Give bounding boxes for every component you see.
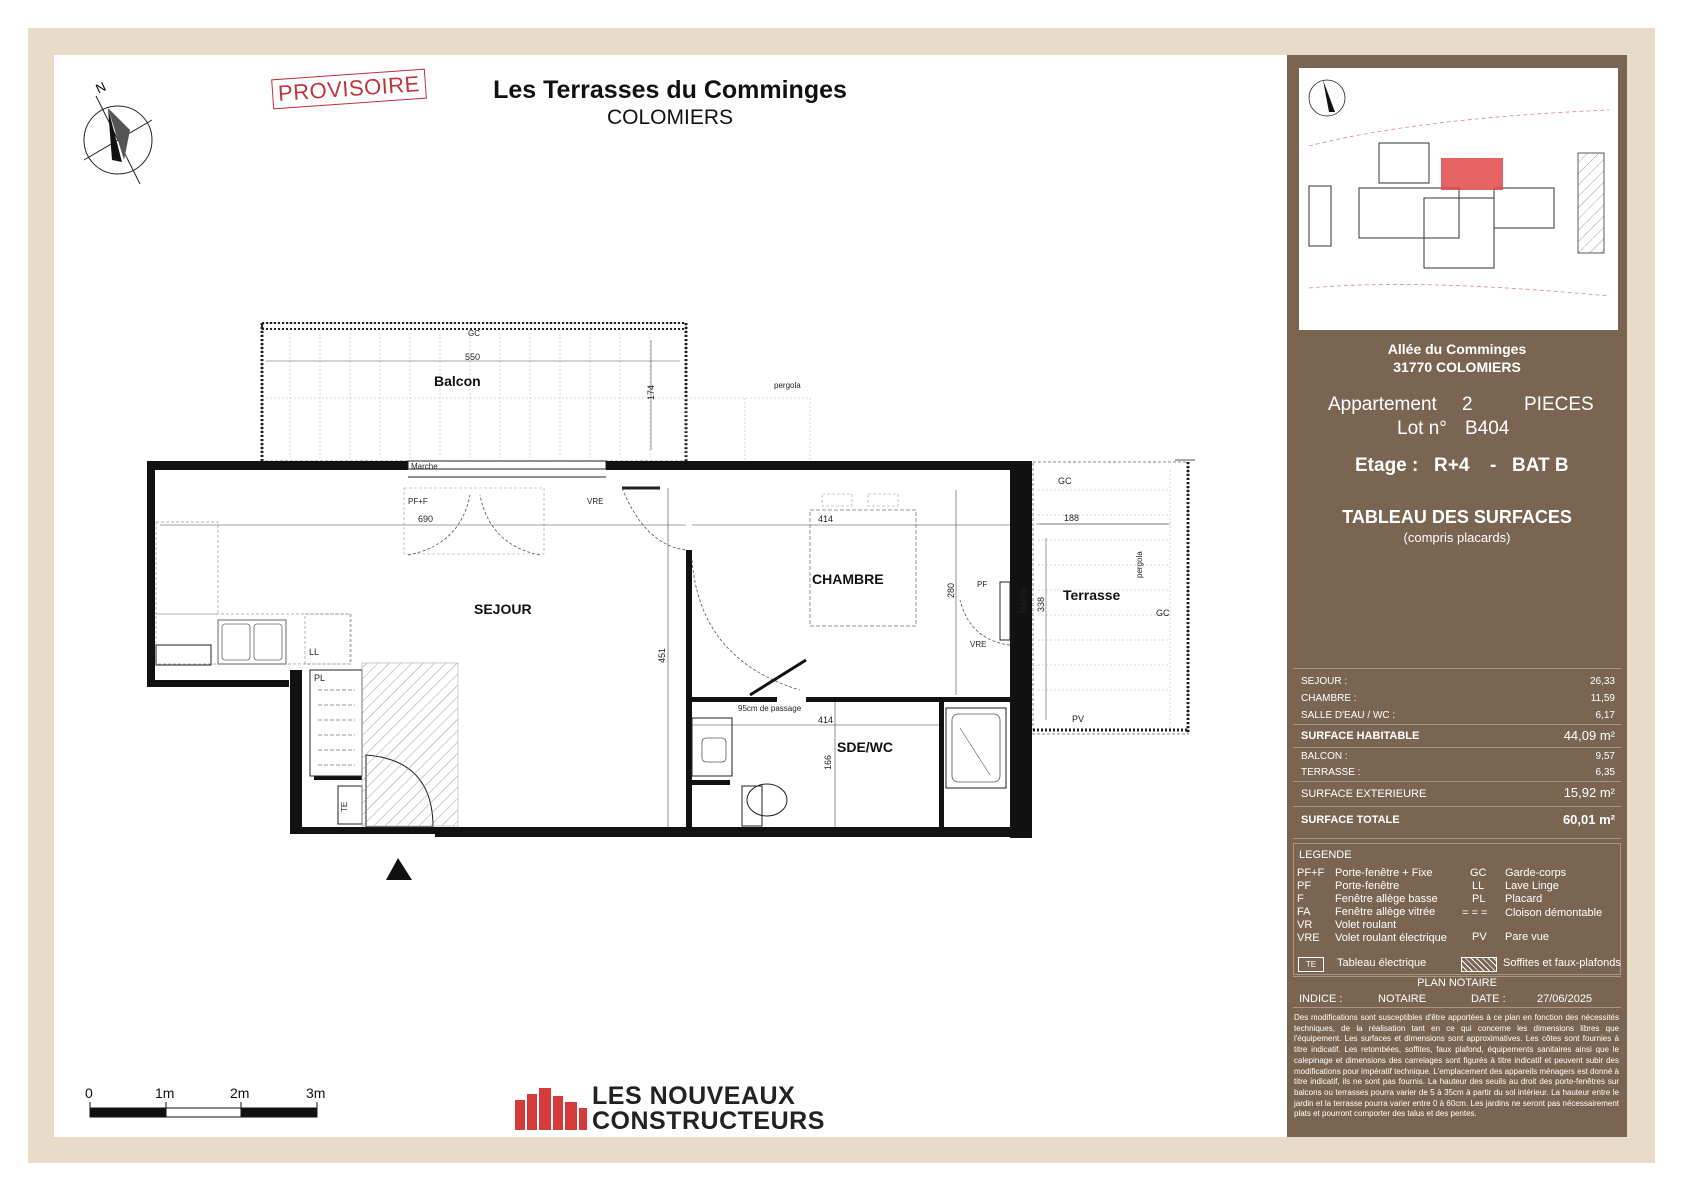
address-street: Allée du Comminges [1387,341,1527,357]
legend-text: Porte-fenêtre [1335,880,1400,892]
provisional-stamp: PROVISOIRE [271,69,427,110]
label-passage: 95cm de passage [738,704,802,713]
label-pf-f: PF+F [408,497,428,506]
exterior-label: TERRASSE : [1301,767,1361,778]
legend-text: Fenêtre allège vitrée [1335,906,1436,918]
room-balcon: Balcon [434,373,481,389]
brand-line-1: LES NOUVEAUX [592,1082,796,1110]
label-vre-2: VRE [970,640,987,649]
scale-label-2m: 2m [230,1085,250,1101]
dim-338: 338 [1036,596,1046,612]
dim-414-a: 414 [818,514,834,524]
project-title: Les Terrasses du Comminges [493,76,847,104]
brand-name [592,1084,825,1134]
dim-166: 166 [823,754,833,770]
legend-text: Lave Linge [1505,880,1559,892]
apt-rooms: 2 [1462,394,1473,415]
divider [1293,806,1621,807]
room-chambre: CHAMBRE [812,571,884,587]
table-title: TABLEAU DES SURFACES [1342,507,1572,527]
etage-separator: - [1490,455,1497,476]
dim-690: 690 [418,514,434,524]
indice-value: NOTAIRE [1378,993,1427,1005]
room-sde: SDE/WC [837,739,893,755]
label-pergola: pergola [774,381,801,390]
legend-code: F [1297,893,1304,905]
address [1293,340,1621,376]
legend-code: LL [1472,880,1485,892]
legend-text: Volet roulant électrique [1335,932,1447,944]
scale-bar [90,1102,317,1117]
divider [1293,668,1621,669]
surface-habitable-value: 44,09 m² [1563,728,1615,743]
divider [1293,724,1621,725]
exterior-label: BALCON : [1301,751,1348,762]
legend-code: PL [1472,893,1486,905]
dim-414-b: 414 [818,715,834,725]
label-pergola-2: pergola [1135,551,1144,578]
surface-value: 11,59 [1590,693,1615,704]
divider [1293,747,1621,748]
divider [1293,781,1621,782]
legend-text: Fenêtre allège basse [1335,893,1438,905]
divider [1293,838,1621,839]
legend-code: PF+F [1297,867,1325,879]
legend-soffites: Soffites et faux-plafonds [1503,957,1621,969]
disclaimer: Des modifications sont susceptibles d'être apportées à ce plan en fonction des nécessités techniques, de la réalisation tant en ce qui concerne les dimensions libres que l'équipement. Les surfaces et dimensions sont approximatives. Les côtes sont fournies à titre indicatif. Les retombées, soffites, faux plafond, équipements sanitaires ainsi que le calepinage et dimensions des carrelages sont figurés à titre indicatif et peuvent subir des modifications pour impératif technique. L'emplacement des appareils ménagers est donné à titre indicatif, ils ne sont pas fournis. La hauteur des seuils au droit des porte-fenêtres sur balcons ou terrasses pourra varier de 5 à 35cm à partir du sol intérieur. La hauteur entre le jardin et la terrasse pourra varier entre 0 à 60cm. Les jardins ne seront pas nécessairement plats et pourront comporter des talus et des pentes. [1294,1013,1619,1119]
table-subtitle: (compris placards) [1403,530,1511,545]
location-thumbnail [1299,68,1618,330]
surface-exterieure-label: SURFACE EXTERIEURE [1301,788,1427,800]
legend-text: Placard [1505,893,1543,905]
date-value: 27/06/2025 [1537,993,1593,1005]
legend-code: PV [1472,931,1487,943]
legend-text: Cloison démontable [1505,907,1603,919]
exterior-value: 9,57 [1595,751,1615,762]
label-gc-2: GC [1058,476,1072,486]
legend-text: Porte-fenêtre + Fixe [1335,867,1433,879]
label-vre: VRE [587,497,604,506]
label-pf: PF [977,580,988,589]
soffites-hatch-icon [1461,957,1497,972]
surface-label: SALLE D'EAU / WC : [1301,710,1396,721]
legend-code: PF [1297,880,1312,892]
surface-value: 6,17 [1595,710,1615,721]
address-city: 31770 COLOMIERS [1393,359,1521,375]
label-marche: Marche [411,462,438,471]
dim-280: 280 [946,582,956,598]
compass-icon [84,96,152,184]
label-gc: GC [468,329,480,338]
scale-label-3m: 3m [306,1085,326,1101]
compass-north-label: N [93,78,109,97]
etage-label: Etage : [1355,455,1419,476]
surface-label: SEJOUR : [1301,676,1348,687]
label-marche-2: Marche [1019,586,1028,613]
lot-value: B404 [1465,418,1510,439]
legend-te-icon: TE [1298,957,1324,972]
indice-label: INDICE : [1299,993,1343,1005]
legend-code: = = = [1462,907,1488,919]
lot-label: Lot n° [1397,418,1447,439]
etage-value: R+4 [1434,455,1470,476]
surface-totale-value: 60,01 m² [1562,812,1615,827]
scale-label-0: 0 [85,1085,93,1101]
legend-code: VR [1297,919,1313,931]
dim-174: 174 [646,384,656,400]
legend-te-text: Tableau électrique [1337,957,1427,969]
legend-title: LEGENDE [1299,849,1352,861]
surface-label: CHAMBRE : [1301,693,1357,704]
apt-label: Appartement [1328,394,1437,415]
label-gc-3: GC [1156,608,1170,618]
label-pl: PL [314,673,326,683]
label-pv: PV [1072,714,1085,724]
plan-notaire: PLAN NOTAIRE [1417,977,1497,989]
legend-text: Pare vue [1505,931,1550,943]
surface-totale-label: SURFACE TOTALE [1301,814,1400,826]
apt-pieces: PIECES [1524,394,1594,415]
room-sejour: SEJOUR [474,601,532,617]
legend-code: GC [1470,867,1487,879]
scale-label-1m: 1m [155,1085,175,1101]
dim-451: 451 [657,647,667,663]
legend-code: VRE [1297,932,1320,944]
legend-code: FA [1297,906,1311,918]
project-city: COLOMIERS [606,106,734,129]
legend-text: Garde-corps [1505,867,1567,879]
room-terrasse: Terrasse [1063,587,1121,603]
brand-line-2: CONSTRUCTEURS [592,1107,825,1135]
surface-exterieure-value: 15,92 m² [1563,785,1615,800]
balcony-area [262,323,810,461]
surface-value: 26,33 [1589,676,1615,687]
label-ll: LL [309,647,320,657]
legend-text: Volet roulant [1335,919,1397,931]
dim-188: 188 [1064,513,1080,523]
date-label: DATE : [1471,993,1506,1005]
exterior-value: 6,35 [1595,767,1615,778]
surface-habitable-label: SURFACE HABITABLE [1301,730,1420,742]
dim-550: 550 [465,352,481,362]
batiment: BAT B [1512,455,1569,476]
brand-logo [515,1088,587,1130]
label-te: TE [340,801,349,812]
